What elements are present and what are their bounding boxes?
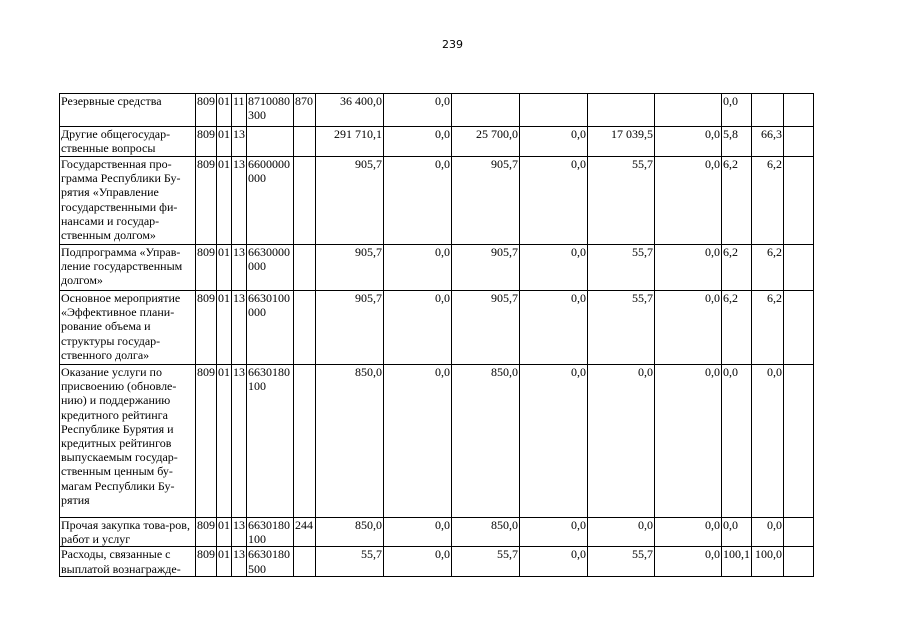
value-cell-3 [452, 94, 520, 127]
target-article-cell: 6600000000 [247, 157, 294, 245]
table-row [60, 245, 814, 291]
percent-cell-1: 6,2 [722, 157, 752, 245]
percent-cell-2: 0,0 [752, 518, 784, 547]
table-row [60, 291, 814, 365]
expense-type-cell: 244 [294, 518, 316, 547]
value-cell-1: 850,0 [316, 518, 384, 547]
row-name-cell: Подпрограмма «Управ-ление государственным долгом» [60, 245, 196, 291]
section-code-cell: 01 [217, 127, 232, 157]
expense-type-cell [294, 365, 316, 518]
percent-cell-2: 66,3 [752, 127, 784, 157]
value-cell-4: 0,0 [520, 157, 588, 245]
empty-cell [784, 518, 814, 547]
value-cell-4: 0,0 [520, 245, 588, 291]
empty-cell [784, 127, 814, 157]
empty-cell [784, 94, 814, 127]
percent-cell-2: 6,2 [752, 291, 784, 365]
target-article-cell [247, 127, 294, 157]
value-cell-6: 0,0 [655, 245, 722, 291]
grbs-code-cell: 809 [196, 547, 217, 577]
section-code-cell: 01 [217, 157, 232, 245]
target-article-cell: 8710080300 [247, 94, 294, 127]
empty-cell [784, 245, 814, 291]
percent-cell-1: 6,2 [722, 245, 752, 291]
budget-table [59, 93, 814, 577]
table-row [60, 157, 814, 245]
expense-type-cell: 870 [294, 94, 316, 127]
value-cell-3: 850,0 [452, 518, 520, 547]
expense-type-cell [294, 157, 316, 245]
value-cell-2: 0,0 [384, 127, 452, 157]
value-cell-4: 0,0 [520, 518, 588, 547]
value-cell-6: 0,0 [655, 127, 722, 157]
value-cell-5: 55,7 [588, 157, 655, 245]
section-code-cell: 01 [217, 365, 232, 518]
percent-cell-1: 0,0 [722, 94, 752, 127]
row-name-cell: Основное мероприятие «Эффективное плани-рование объема и структуры государ-ственного долга» [60, 291, 196, 365]
value-cell-6: 0,0 [655, 547, 722, 577]
row-name-cell: Государственная про-грамма Республики Бу-рятия «Управление государственными фи-нансами и государ-ственным долгом» [60, 157, 196, 245]
value-cell-4: 0,0 [520, 365, 588, 518]
subsection-code-cell: 13 [232, 518, 247, 547]
value-cell-2: 0,0 [384, 547, 452, 577]
value-cell-1: 36 400,0 [316, 94, 384, 127]
value-cell-5: 55,7 [588, 291, 655, 365]
value-cell-2: 0,0 [384, 365, 452, 518]
value-cell-2: 0,0 [384, 245, 452, 291]
grbs-code-cell: 809 [196, 365, 217, 518]
value-cell-6: 0,0 [655, 518, 722, 547]
table-row [60, 547, 814, 577]
value-cell-3: 55,7 [452, 547, 520, 577]
table-row [60, 127, 814, 157]
expense-type-cell [294, 547, 316, 577]
value-cell-2: 0,0 [384, 518, 452, 547]
subsection-code-cell: 13 [232, 127, 247, 157]
percent-cell-2: 6,2 [752, 245, 784, 291]
percent-cell-1: 100,1 [722, 547, 752, 577]
target-article-cell: 6630180500 [247, 547, 294, 577]
value-cell-4: 0,0 [520, 127, 588, 157]
value-cell-6: 0,0 [655, 365, 722, 518]
value-cell-3: 905,7 [452, 245, 520, 291]
section-code-cell: 01 [217, 291, 232, 365]
percent-cell-1: 0,0 [722, 518, 752, 547]
value-cell-4 [520, 94, 588, 127]
value-cell-6: 0,0 [655, 291, 722, 365]
value-cell-4: 0,0 [520, 547, 588, 577]
value-cell-5 [588, 94, 655, 127]
row-name-cell: Прочая закупка това-ров, работ и услуг [60, 518, 196, 547]
section-code-cell: 01 [217, 94, 232, 127]
grbs-code-cell: 809 [196, 518, 217, 547]
percent-cell-2: 6,2 [752, 157, 784, 245]
page-number: 239 [442, 38, 463, 51]
percent-cell-2: 0,0 [752, 365, 784, 518]
subsection-code-cell: 13 [232, 365, 247, 518]
row-name-cell: Оказание услуги по присвоению (обновле-нию) и поддержанию кредитного рейтинга Республике Бурятия и кредитных рейтингов выпускаемым государ-ственным ценным бу-магам Республики Бу-рятия [60, 365, 196, 518]
target-article-cell: 6630000000 [247, 245, 294, 291]
value-cell-1: 905,7 [316, 157, 384, 245]
value-cell-4: 0,0 [520, 291, 588, 365]
section-code-cell: 01 [217, 547, 232, 577]
section-code-cell: 01 [217, 518, 232, 547]
empty-cell [784, 547, 814, 577]
target-article-cell: 6630100000 [247, 291, 294, 365]
value-cell-2: 0,0 [384, 157, 452, 245]
table-body [60, 94, 814, 577]
value-cell-1: 291 710,1 [316, 127, 384, 157]
row-name-cell: Расходы, связанные с выплатой вознагражде- [60, 547, 196, 577]
row-name-cell: Резервные средства [60, 94, 196, 127]
expense-type-cell [294, 245, 316, 291]
value-cell-2: 0,0 [384, 291, 452, 365]
percent-cell-1: 5,8 [722, 127, 752, 157]
table-row [60, 94, 814, 127]
expense-type-cell [294, 127, 316, 157]
value-cell-5: 55,7 [588, 245, 655, 291]
subsection-code-cell: 13 [232, 157, 247, 245]
value-cell-3: 850,0 [452, 365, 520, 518]
percent-cell-2: 100,0 [752, 547, 784, 577]
grbs-code-cell: 809 [196, 245, 217, 291]
value-cell-5: 0,0 [588, 518, 655, 547]
grbs-code-cell: 809 [196, 94, 217, 127]
percent-cell-2 [752, 94, 784, 127]
subsection-code-cell: 13 [232, 245, 247, 291]
value-cell-1: 905,7 [316, 245, 384, 291]
value-cell-6 [655, 94, 722, 127]
value-cell-5: 0,0 [588, 365, 655, 518]
value-cell-1: 850,0 [316, 365, 384, 518]
value-cell-5: 55,7 [588, 547, 655, 577]
table-row [60, 518, 814, 547]
empty-cell [784, 291, 814, 365]
value-cell-6: 0,0 [655, 157, 722, 245]
value-cell-3: 905,7 [452, 157, 520, 245]
table-row [60, 365, 814, 518]
section-code-cell: 01 [217, 245, 232, 291]
grbs-code-cell: 809 [196, 127, 217, 157]
value-cell-3: 25 700,0 [452, 127, 520, 157]
value-cell-1: 55,7 [316, 547, 384, 577]
value-cell-5: 17 039,5 [588, 127, 655, 157]
expense-type-cell [294, 291, 316, 365]
empty-cell [784, 365, 814, 518]
value-cell-1: 905,7 [316, 291, 384, 365]
subsection-code-cell: 13 [232, 547, 247, 577]
value-cell-2: 0,0 [384, 94, 452, 127]
subsection-code-cell: 11 [232, 94, 247, 127]
subsection-code-cell: 13 [232, 291, 247, 365]
value-cell-3: 905,7 [452, 291, 520, 365]
grbs-code-cell: 809 [196, 157, 217, 245]
target-article-cell: 6630180100 [247, 518, 294, 547]
grbs-code-cell: 809 [196, 291, 217, 365]
row-name-cell: Другие общегосудар-ственные вопросы [60, 127, 196, 157]
empty-cell [784, 157, 814, 245]
target-article-cell: 6630180100 [247, 365, 294, 518]
percent-cell-1: 0,0 [722, 365, 752, 518]
percent-cell-1: 6,2 [722, 291, 752, 365]
